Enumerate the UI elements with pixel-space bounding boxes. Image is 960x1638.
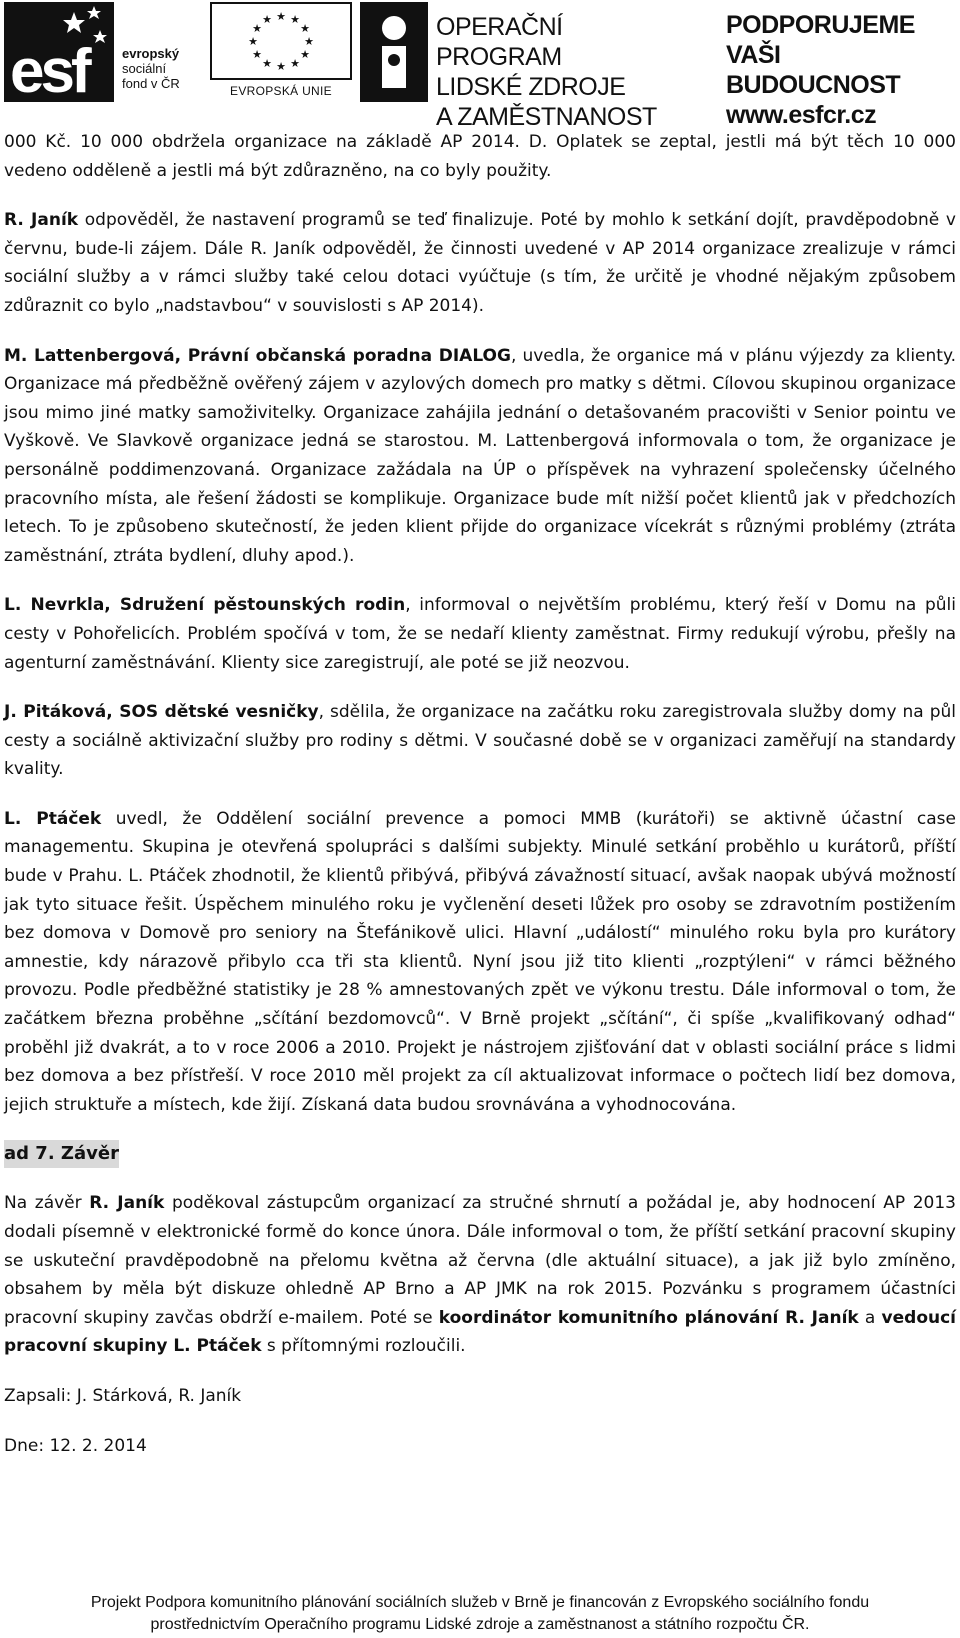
svg-text:★: ★	[262, 13, 272, 26]
paragraph: J. Pitáková, SOS dětské vesničky, sdělila, že organizace na začátku roku zaregistrovala služby domy na půl cesty a sociálně aktivizační služby pro rodiny s dětmi. V současné době se v organizaci zaměřují na standardy kvality.	[4, 702, 956, 780]
date-line: Dne: 12. 2. 2014	[4, 1435, 147, 1456]
op-logo-text	[436, 12, 690, 132]
op-text-line-3: A ZAMĚSTNANOST	[436, 103, 657, 131]
website-link[interactable]: www.esfcr.cz	[726, 101, 877, 129]
paragraph: R. Janík odpověděl, že nastavení programů se teď finalizuje. Poté by mohlo k setkání dojít, pravděpodobně v červnu, bude-li zájem. Dále R. Janík odpověděl, že činnosti uvedené v AP 2014 organizace zrealizuje v rámci sociální služby a v rámci služby také celou dotaci vyúčtuje (s tím, že určitě je vhodné nějakým způsobem zdůraznit co bylo „nadstavbou“ v souvislosti s AP 2014).	[4, 210, 956, 316]
esf-text-line-1: evropský	[122, 46, 180, 61]
eu-flag-icon	[210, 2, 352, 80]
op-logo	[360, 2, 690, 131]
svg-text:esf: esf	[10, 37, 88, 102]
svg-text:★: ★	[290, 13, 300, 26]
svg-text:★: ★	[304, 35, 314, 48]
eu-label: EVROPSKÁ UNIE	[230, 84, 332, 98]
paragraph: L. Ptáček uvedl, že Oddělení sociální prevence a pomoci MMB (kurátoři) se aktivně účastní case managementu. Skupina je otevřená spolupráci s dalšími subjekty. Minulé setkání proběhlo u kurátorů, příští bude v Prahu. L. Ptáček zhodnotil, že klientů přibývá, přibývá závažností situací, avšak naopak ubývá možností jak tyto situace řešit. Úspěchem minulého roku je vyčlenění deseti lůžek pro osoby se zdravotním postižením bez domova v Domově pro seniory na Štefánikově ulici. Hlavní „událostí“ minulého roku byla pro kurátory amnestie, kdy nárazově přibylo cca tři sta klientů. Nyní jsou již tito klienti „rozptýleni“ v rámci běžného provozu. Podle předběžné statistiky je 28 % amnestovaných zpět ve výkonu trestu. Dále informoval o tom, že začátkem března proběhne „sčítání bezdomovců“. V Brně projekt „sčítání“, či spíše „kvalifikovaný odhad“ proběhl již dvakrát, a to v roce 2006 a 2010. Projekt je nástrojem zjišťování dat v oblasti sociální práce s lidmi bez domova a bez přístřeší. V roce 2010 měl projekt za cíl aktualizovat informace o počtech lidí bez domova, jejich struktuře a místech, kde žijí. Získaná data budou srovnávána a vyhodnocována.	[4, 808, 956, 1115]
closing-paragraph: Na závěr R. Janík poděkoval zástupcům organizací za stručné shrnutí a požádal je, aby hodnocení AP 2013 dodali písemně v elektronické formě do konce února. Dále informoval o tom, že příští setkání pracovní skupiny se uskuteční pravděpodobně na přelomu května až června (dle aktuální situace), a jak již bylo zmíněno, obsahem by měla být diskuze ohledně AP Brno a AP JMK na rok 2015. Pozvánku s programem účastníci pracovní skupiny zavčas obdrží e-mailem. Poté se koordinátor komunitního plánování R. Janík a vedoucí pracovní skupiny L. Ptáček s přítomnými rozloučili.	[4, 1193, 957, 1357]
support-slogan	[726, 10, 960, 130]
section-heading: ad 7. Závěr	[4, 1140, 119, 1168]
svg-text:★: ★	[290, 57, 300, 70]
esf-text-line-2: sociální	[122, 61, 167, 76]
esf-logo-mark	[4, 2, 114, 102]
svg-text:★: ★	[300, 22, 310, 35]
svg-text:★: ★	[252, 48, 262, 61]
document-body	[4, 128, 956, 1481]
svg-text:★: ★	[300, 48, 310, 61]
eu-logo	[210, 2, 352, 102]
recorded-by: Zapsali: J. Stárková, R. Janík	[4, 1385, 242, 1406]
svg-text:★: ★	[252, 22, 262, 35]
page-footer	[0, 1592, 960, 1636]
slogan-line-1: PODPORUJEME	[726, 11, 915, 39]
paragraph: 000 Kč. 10 000 obdržela organizace na základě AP 2014. D. Oplatek se zeptal, jestli má být těch 10 000 vedeno odděleně a jestli má být zdůrazněno, na co byly použity.	[4, 132, 956, 181]
op-text-line-1: OPERAČNÍ PROGRAM	[436, 13, 563, 71]
slogan-line-2: VAŠI BUDOUCNOST	[726, 41, 901, 99]
svg-text:★: ★	[276, 10, 286, 23]
svg-text:★: ★	[276, 60, 286, 73]
footer-line-1: Projekt Podpora komunitního plánování sociálních služeb v Brně je financován z Evropského sociálního fondu	[90, 1594, 870, 1611]
esf-logo	[4, 2, 200, 102]
paragraph: M. Lattenbergová, Právní občanská poradna DIALOG, uvedla, že organice má v plánu výjezdy za klienty. Organizace má předběžně ověřený zájem v azylových domech pro matky s dětmi. Cílovou skupinou organizace jsou mimo jiné matky samoživitelky. Organizace zahájila jednání o detašovaném pracovišti v Senior pointu ve Vyškově. Ve Slavkově organizace jedná se starostou. M. Lattenbergová informovala o tom, že organizace je personálně poddimenzovaná. Organizace zažádala na ÚP o příspěvek na vyhrazení společensky účelného pracovního místa, ale řešení žádosti se komplikuje. Organizace bude mít nižší počet klientů jak v předchozích letech. To je způsobeno skutečností, že jeden klient přijde do organizace vícekrát s různými problémy (ztráta zaměstnání, ztráta bydlení, dluhy apod.).	[4, 345, 956, 566]
footer-line-2: prostřednictvím Operačního programu Lidské zdroje a zaměstnanost a státního rozpočtu ČR.	[150, 1616, 810, 1633]
svg-text:★: ★	[262, 57, 272, 70]
svg-text:★: ★	[248, 35, 258, 48]
page-header	[0, 0, 960, 131]
esf-text-line-3: fond v ČR	[122, 76, 180, 91]
op-logo-mark	[360, 2, 428, 102]
op-text-line-2: LIDSKÉ ZDROJE	[436, 73, 626, 101]
esf-logo-text	[122, 46, 180, 91]
paragraph: L. Nevrkla, Sdružení pěstounských rodin, informoval o největším problému, který řeší v Domu na půli cesty v Pohořelicích. Problém spočívá v tom, že se nedaří klienty zaměstnat. Firmy redukují výrobu, přešly na agenturní zaměstnávání. Klienty sice zaregistrují, ale poté se již neozvou.	[4, 595, 956, 673]
